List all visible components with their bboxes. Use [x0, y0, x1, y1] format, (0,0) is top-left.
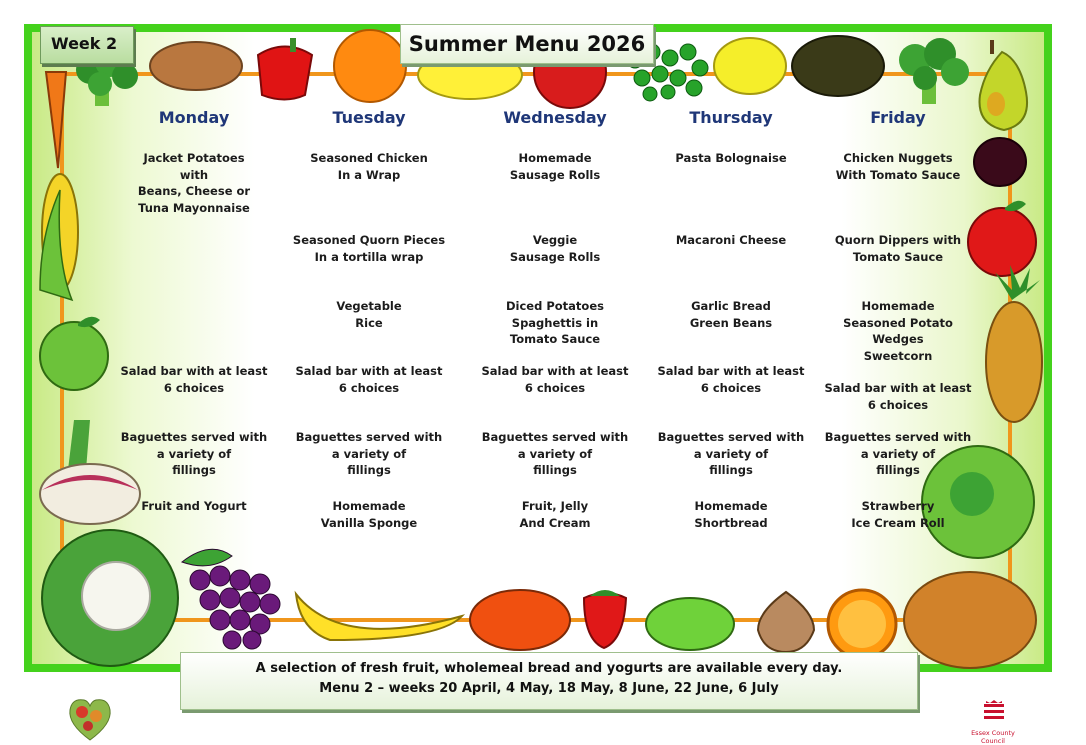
menu-line: 6 choices: [338, 380, 400, 395]
lime-icon: [646, 598, 734, 650]
menu-line: Homemade: [861, 299, 935, 313]
menu-line: a variety of: [860, 446, 936, 461]
menu-line: And Cream: [519, 515, 591, 530]
menu-item-wednesday-sides: [470, 298, 640, 348]
menu-line: Baguettes served with: [824, 430, 972, 444]
menu-item-friday-sides: [813, 298, 983, 364]
menu-line: fillings: [533, 463, 577, 477]
day-heading-wednesday: Wednesday: [503, 108, 607, 127]
mango-icon: [470, 590, 570, 650]
menu-item-wednesday-dessert: [470, 498, 640, 531]
footer-note: A selection of fresh fruit, wholemeal bread and yogurts are available every day.: [255, 661, 843, 676]
menu-line: Sweetcorn: [863, 348, 933, 363]
pineapple-icon: [986, 265, 1042, 422]
menu-item-monday-dessert: [109, 498, 279, 515]
menu-line: fillings: [347, 463, 391, 477]
menu-line: a variety of: [517, 446, 593, 461]
menu-line: Tomato Sauce: [852, 249, 944, 264]
menu-line: with: [179, 167, 209, 182]
potato-icon: [150, 42, 242, 90]
menu-line: 6 choices: [700, 380, 762, 395]
menu-line: Salad bar with at least: [295, 364, 443, 378]
menu-item-wednesday-main: [470, 150, 640, 183]
menu-line: Baguettes served with: [657, 430, 805, 444]
menu-line: Sausage Rolls: [509, 249, 601, 264]
menu-line: Macaroni Cheese: [675, 233, 787, 247]
menu-line: Sausage Rolls: [509, 167, 601, 182]
cauliflower-icon: [42, 530, 178, 666]
lemon-icon: [714, 38, 786, 94]
menu-line: Spaghettis in: [511, 315, 599, 330]
footer-banner: [180, 652, 918, 710]
menu-line: With Tomato Sauce: [835, 167, 961, 182]
lentils-icon: [904, 572, 1036, 668]
menu-line: Vanilla Sponge: [320, 515, 418, 530]
menu-item-thursday-main: [646, 150, 816, 167]
menu-item-tuesday-vegetarian: [284, 232, 454, 265]
menu-item-tuesday-salad: [284, 363, 454, 396]
menu-line: Tuna Mayonnaise: [138, 200, 250, 215]
menu-line: Tomato Sauce: [509, 332, 601, 346]
menu-line: Chicken Nuggets: [843, 151, 953, 165]
menu-line: Vegetable: [336, 299, 402, 313]
day-heading-friday: Friday: [870, 108, 926, 127]
menu-item-wednesday-vegetarian: [470, 232, 640, 265]
strawberry-icon: [584, 590, 626, 648]
day-heading-tuesday: Tuesday: [332, 108, 406, 127]
menu-line: a variety of: [693, 446, 769, 461]
footer-menu-weeks: Menu 2 – weeks 20 April, 4 May, 18 May, 8 June, 22 June, 6 July: [319, 681, 779, 696]
pear-icon: [980, 40, 1028, 130]
menu-line: Diced Potatoes: [506, 299, 604, 313]
menu-item-monday-main: [109, 150, 279, 216]
menu-line: In a Wrap: [337, 167, 401, 182]
menu-line: Veggie: [532, 233, 578, 247]
menu-line: Homemade: [694, 499, 768, 513]
menu-line: Quorn Dippers with: [834, 233, 962, 247]
menu-line: Strawberry: [861, 499, 935, 513]
menu-line: Salad bar with at least: [120, 364, 268, 378]
onion-icon: [758, 592, 814, 652]
broccoli-icon: [899, 38, 969, 104]
menu-item-thursday-sides: [646, 298, 816, 331]
menu-line: Garlic Bread: [691, 299, 771, 313]
day-heading-thursday: Thursday: [689, 108, 773, 127]
menu-line: fillings: [172, 463, 216, 477]
menu-line: 6 choices: [163, 380, 225, 395]
corn-icon: [40, 174, 78, 300]
menu-line: In a tortilla wrap: [314, 249, 424, 264]
menu-line: Green Beans: [689, 315, 773, 330]
menu-line: Salad bar with at least: [481, 364, 629, 378]
crown-crest-icon: [982, 700, 1006, 726]
menu-line: Fruit, Jelly: [521, 499, 589, 513]
menu-line: Fruit and Yogurt: [141, 499, 247, 513]
menu-line: Baguettes served with: [481, 430, 629, 444]
banana-icon: [296, 594, 462, 640]
menu-line: Seasoned Chicken: [310, 151, 428, 165]
menu-item-wednesday-salad: [470, 363, 640, 396]
orange-icon: [334, 30, 406, 102]
week-badge: [40, 26, 134, 64]
menu-line: Pasta Bolognaise: [675, 151, 787, 165]
menu-line: Homemade: [518, 151, 592, 165]
menu-line: Ice Cream Roll: [851, 515, 945, 530]
menu-line: 6 choices: [524, 380, 586, 395]
menu-item-tuesday-main: [284, 150, 454, 183]
menu-line: Seasoned Potato: [843, 315, 953, 330]
red-pepper-icon: [258, 38, 312, 100]
menu-item-monday-baguettes: [109, 429, 279, 479]
title-banner: [400, 24, 654, 64]
menu-line: Baguettes served with: [120, 430, 268, 444]
menu-item-friday-salad: [813, 380, 983, 413]
menu-item-friday-vegetarian: [813, 232, 983, 265]
menu-item-thursday-vegetarian: [646, 232, 816, 249]
menu-line: Shortbread: [694, 515, 768, 530]
menu-line: fillings: [876, 463, 920, 477]
grapes-icon: [182, 549, 280, 649]
menu-item-friday-baguettes: [813, 429, 983, 479]
menu-item-tuesday-baguettes: [284, 429, 454, 479]
day-heading-monday: Monday: [158, 108, 230, 127]
healthy-heart-logo-icon: [66, 696, 114, 742]
menu-item-friday-main: [813, 150, 983, 183]
green-apple-icon: [40, 317, 108, 390]
menu-line: Rice: [355, 315, 383, 330]
avocado-icon: [792, 36, 884, 96]
menu-item-monday-salad: [109, 363, 279, 396]
menu-item-tuesday-sides: [284, 298, 454, 331]
week-label: Week 2: [51, 34, 118, 53]
menu-line: Seasoned Quorn Pieces: [292, 233, 446, 247]
menu-line: 6 choices: [867, 397, 929, 412]
menu-line: Beans, Cheese or: [137, 184, 251, 198]
carrot-icon: [46, 72, 66, 168]
menu-item-wednesday-baguettes: [470, 429, 640, 479]
menu-line: a variety of: [156, 446, 232, 461]
menu-line: fillings: [709, 463, 753, 477]
menu-item-thursday-salad: [646, 363, 816, 396]
page-title: Summer Menu 2026: [408, 32, 646, 56]
menu-line: Jacket Potatoes: [143, 151, 245, 165]
menu-item-tuesday-dessert: [284, 498, 454, 531]
menu-item-thursday-baguettes: [646, 429, 816, 479]
essex-county-council-logo: [960, 700, 1026, 745]
menu-line: Wedges: [872, 332, 924, 346]
menu-line: a variety of: [331, 446, 407, 461]
menu-line: Salad bar with at least: [657, 364, 805, 378]
menu-item-friday-dessert: [813, 498, 983, 531]
menu-line: Salad bar with at least: [824, 381, 972, 395]
menu-line: Homemade: [332, 499, 406, 513]
menu-item-thursday-dessert: [646, 498, 816, 531]
menu-line: Baguettes served with: [295, 430, 443, 444]
council-name: Essex County Council: [971, 729, 1015, 745]
